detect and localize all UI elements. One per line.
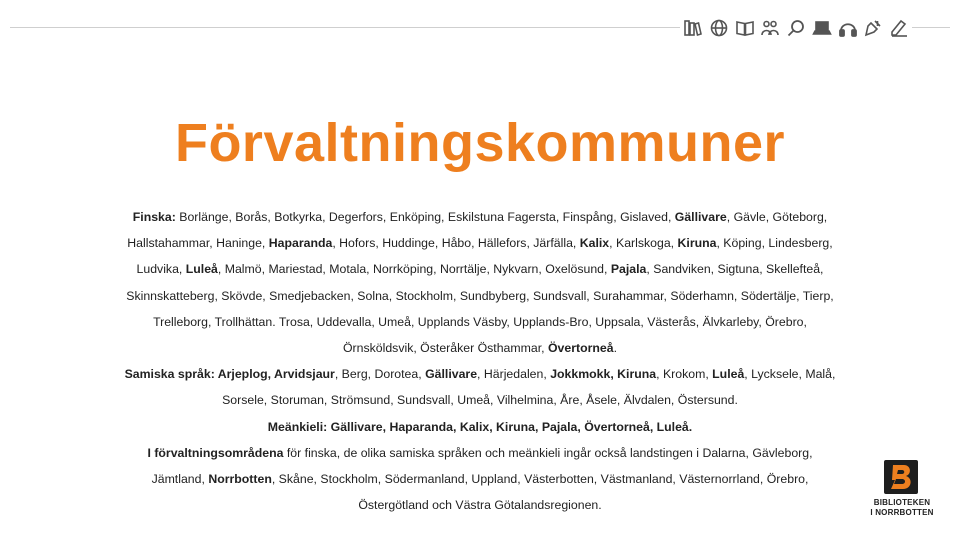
books-icon: [683, 18, 703, 38]
logo-line-2: I NORRBOTTEN: [870, 508, 934, 517]
page-title: Förvaltningskommuner: [174, 113, 786, 173]
forvaltning-text-2: , Skåne, Stockholm, Södermanland, Uppland, Västerbotten, Västmanland, Västernorrland, Örebro, Östergötland och Västra Götalandsregionen.: [271, 472, 809, 513]
finska-text-3: , Hofors, Huddinge, Håbo, Hällefors, Järfälla,: [332, 236, 580, 251]
finska-text-6: , Malmö, Mariestad, Motala, Norrköping, Norrtälje, Nykvarn, Oxelösund,: [217, 262, 611, 277]
finska-text-2: , Gävle, Göteborg, Hallstahammar, Haninge,: [127, 210, 828, 251]
finska-text-4: , Karlskoga,: [609, 236, 678, 251]
headphones-icon: [838, 18, 858, 38]
header-icon-row: [683, 16, 909, 40]
forvaltning-text-1: för finska, de olika samiska språken och meänkieli ingår också landstingen i Dalarna, Gävleborg, Jämtland,: [151, 445, 813, 487]
samiska-label: Samiska språk:: [124, 367, 215, 382]
finska-bold-1: Gällivare: [674, 210, 727, 224]
open-book-icon: [735, 18, 755, 38]
people-icon: [760, 18, 780, 38]
finska-text-5: , Köping, Lindesberg, Ludvika,: [136, 236, 833, 277]
top-divider-left: [10, 27, 680, 28]
pencil-icon: [889, 18, 909, 38]
top-divider-right: [912, 27, 950, 28]
forvaltning-bold-1: I förvaltningsområdena: [147, 445, 284, 460]
meankieli-paragraph: [120, 414, 840, 440]
finska-bold-5: Luleå: [185, 262, 218, 277]
finska-label: Finska:: [132, 210, 176, 224]
finska-bold-4: Kiruna: [677, 236, 717, 251]
body-text: [120, 204, 840, 518]
finska-text-7: , Sandviken, Sigtuna, Skellefteå, Skinnskatteberg, Skövde, Smedjebacken, Solna, Stockholm, Sundbyberg, Sundsvall, Surahammar, Söderhamn, Södertälje, Tierp, Trelleborg, Trollhättan. Trosa, Uddevalla, Umeå, Upplands Väsby, Upplands-Bro, Uppsala, Västerås, Älvkarleby, Örebro, Örnsköldsvik, Österåker Östhammar,: [126, 262, 834, 356]
samiska-paragraph: [120, 361, 840, 413]
laptop-icon: [812, 18, 832, 38]
finska-text-8: .: [613, 341, 618, 356]
logo-text: [864, 498, 940, 518]
meankieli-text: Meänkieli: Gällivare, Haparanda, Kalix, Kiruna, Pajala, Övertorneå, Luleå.: [267, 419, 693, 434]
samiska-text-2: , Härjedalen,: [477, 367, 551, 382]
bibliotek-logo: [864, 460, 940, 526]
forvaltning-paragraph: [120, 440, 840, 519]
forvaltning-bold-2: Norrbotten: [208, 472, 272, 487]
globe-icon: [709, 18, 729, 38]
search-icon: [786, 18, 806, 38]
samiska-text-4: , Lycksele, Malå, Sorsele, Storuman, Strömsund, Sundsvall, Umeå, Vilhelmina, Åre, Åsele, Älvdalen, Östersund.: [222, 367, 836, 408]
samiska-text-3: , Krokom,: [656, 367, 713, 382]
finska-bold-7: Övertorneå: [547, 341, 614, 356]
logo-line-1: BIBLIOTEKEN: [873, 498, 931, 507]
samiska-text-1: , Berg, Dorotea,: [334, 367, 426, 382]
finska-bold-3: Kalix: [579, 236, 610, 251]
finska-text-1: Borlänge, Borås, Botkyrka, Degerfors, Enköping, Eskilstuna Fagersta, Finspång, Gislaved,: [175, 210, 675, 224]
finska-bold-2: Haparanda: [268, 236, 333, 251]
samiska-bold-2: Gällivare: [425, 367, 478, 382]
finska-paragraph: [120, 204, 840, 361]
finska-bold-6: Pajala: [610, 262, 647, 277]
logo-mark-icon: [884, 460, 918, 494]
samiska-bold-4: Luleå: [712, 367, 745, 382]
samiska-bold-1: Arjeplog, Arvidsjaur: [214, 367, 335, 382]
gamepad-icon: [863, 18, 883, 38]
samiska-bold-3: Jokkmokk, Kiruna: [550, 367, 657, 382]
